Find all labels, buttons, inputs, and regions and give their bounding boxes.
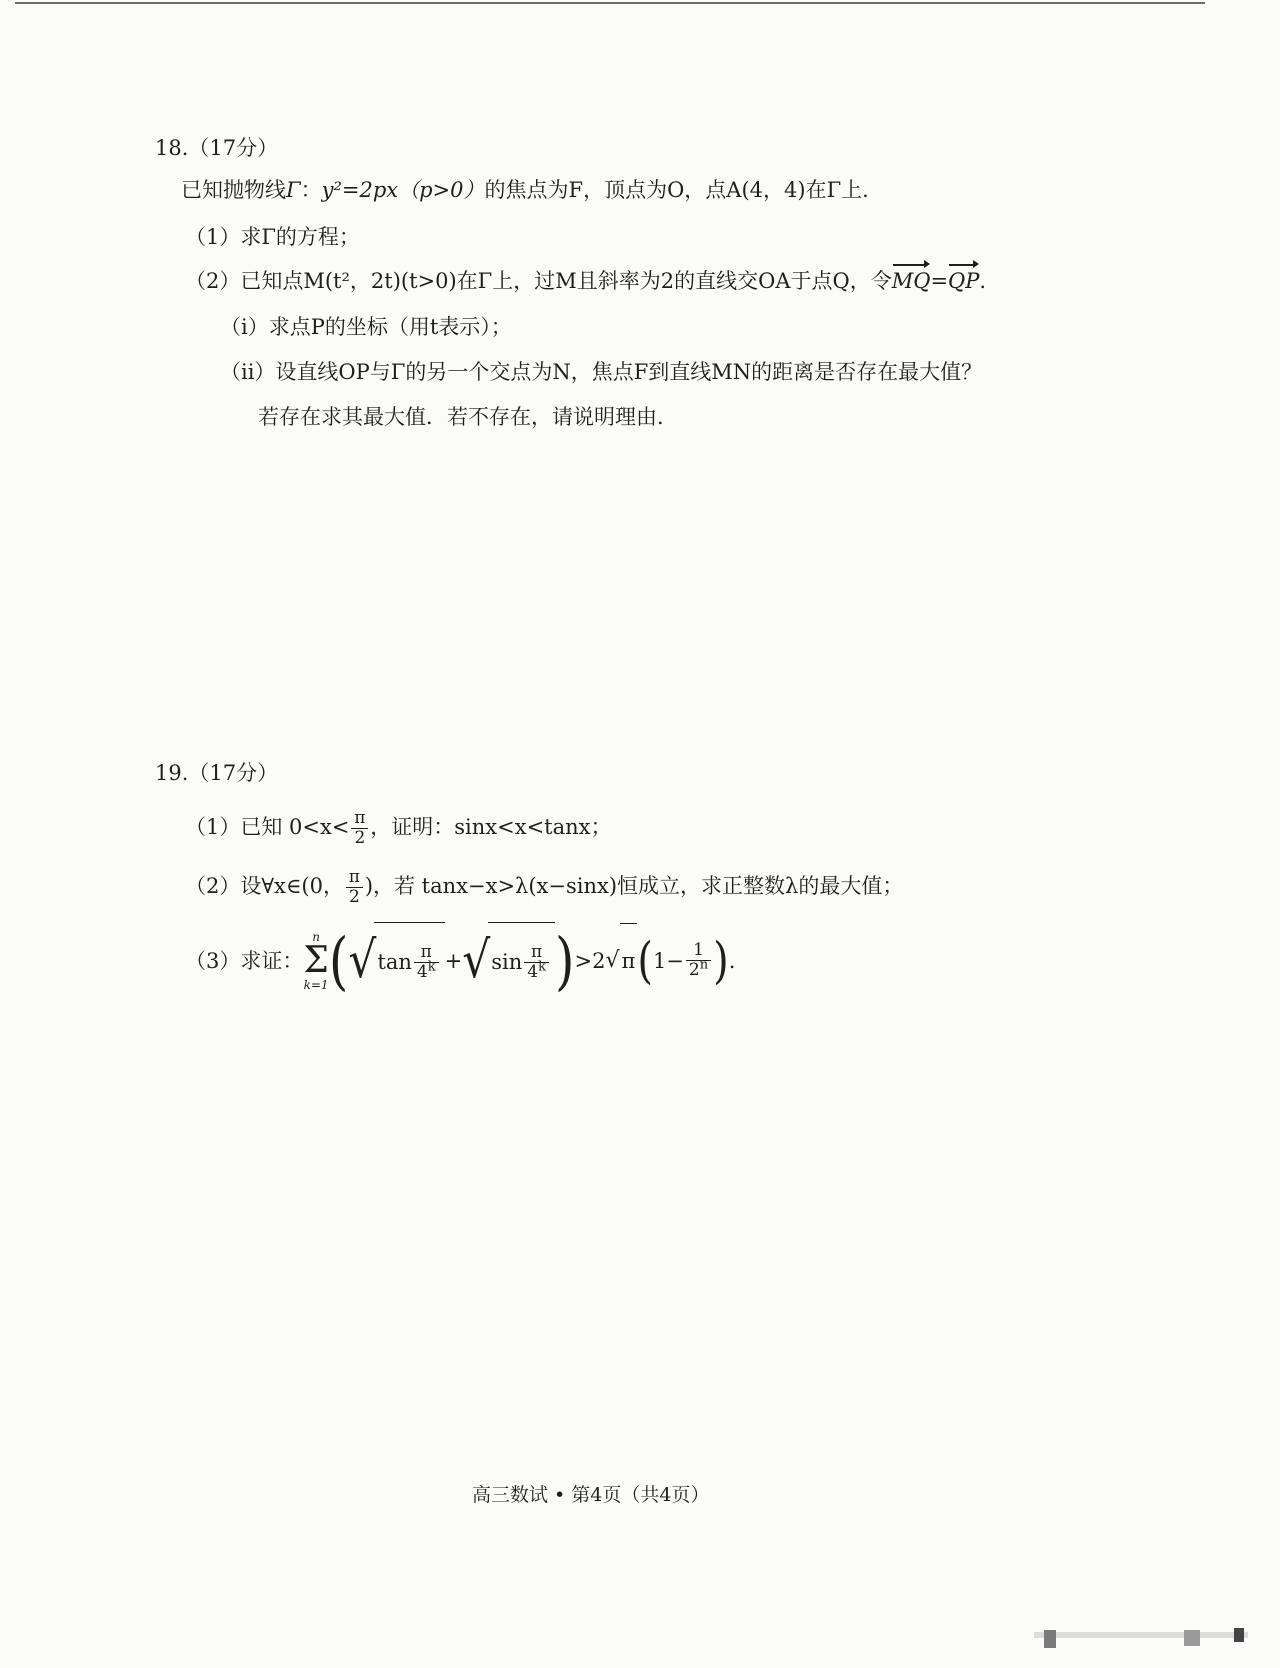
tan-label: tan [377,950,412,974]
fraction-denominator: 2 [351,828,368,848]
q19-part3-label: （3）求证： [185,948,304,973]
q19-header: 19.（17分） [155,761,279,785]
q18-stem [181,175,869,205]
sqrt-pi [605,923,637,998]
radicand-pi: π [620,923,638,998]
sqrt-sin-term [462,922,555,999]
q19-part1-pre: （1）已知 0<x< [185,815,350,839]
fraction-numerator: π [348,867,360,888]
fraction-numerator: π [354,808,366,829]
sqrt-tan-term [348,922,444,999]
right-paren-small-icon: ) [713,931,729,990]
q19-part2 [185,862,903,910]
base-two: 2 [688,960,700,980]
fraction-denominator: 2 [346,887,363,907]
q18-part2-text: （2）已知点M(t²，2t)(t>0)在Γ上，过M且斜率为2的直线交OA于点Q，令 [185,269,892,293]
q18-sub-i: （i）求点P的坐标（用t表示）； [220,315,512,339]
plus-sign: + [444,948,463,973]
left-paren-icon: ( [328,924,349,997]
fraction-pi-over-4k [414,943,439,981]
fraction-numerator: π [420,941,432,962]
q19-part1 [185,803,612,851]
exponent-n: n [699,957,709,973]
fraction-one-over-2n [686,941,711,979]
q18-sub-ii-line2: 若存在求其最大值．若不存在，请说明理由. [258,405,664,429]
sum-lower-limit: k=1 [303,977,329,992]
greater-than-two: >2 [574,948,606,973]
scan-corner-artifact [1034,1622,1248,1652]
left-paren-small-icon: ( [637,931,653,990]
vector-qp: QP [948,266,979,296]
q18-part2 [185,266,986,296]
q19-part1-post: ，证明：sinx<x<tanx； [370,815,612,839]
one-minus: 1− [652,948,684,973]
exponent-k: k [427,958,436,974]
q19-part2-post: )，若 tanx−x>λ(x−sinx)恒成立，求正整数λ的最大值； [364,874,904,898]
fraction-pi-over-4k [524,943,549,981]
fraction-denominator [524,958,549,982]
summation-symbol [303,931,328,991]
sigma-icon: Σ [303,939,329,981]
page-footer: 高三数试 • 第4页（共4页） [472,1484,710,1506]
q18-stem-pre: 已知抛物线 [181,178,286,202]
exponent-k: k [538,958,546,974]
q18-stem-post: 的焦点为F，顶点为O，点A(4，4)在Γ上. [484,178,869,202]
radical-icon: √ [462,930,491,990]
fraction-denominator [686,957,711,980]
q18-part2-eq: = [930,269,949,293]
q19-part3 [185,922,735,999]
sum-upper-limit: n [312,929,320,944]
fraction-pi-over-2 [351,809,368,847]
radical-icon: √ [348,930,377,990]
q18-part1: （1）求Γ的方程； [185,225,360,249]
sin-label: sin [491,950,523,974]
q18-stem-gamma: Γ [286,178,301,202]
q18-stem-equation: y²=2px（p>0） [321,178,485,202]
q18-sub-ii-line1: （ii）设直线OP与Γ的另一个交点为N，焦点F到直线MN的距离是否存在最大值？ [220,360,983,384]
period: . [728,948,736,973]
right-paren-icon: ) [555,924,575,997]
q18-stem-colon: ： [300,178,322,202]
base-four: 4 [416,961,428,982]
radicand-sin [488,922,555,999]
vector-mq: MQ [892,266,931,296]
q18-part2-end: . [979,269,987,293]
fraction-denominator [414,958,439,982]
fraction-numerator: 1 [693,940,704,961]
q18-header: 18.（17分） [155,136,279,160]
radical-small-icon: √ [605,947,620,973]
radicand-tan [374,922,444,999]
fraction-numerator: π [531,941,543,962]
base-four: 4 [527,961,539,982]
fraction-pi-over-2 [346,868,363,906]
q19-part2-pre: （2）设∀x∈(0， [185,874,344,898]
top-border-line [15,2,1205,4]
